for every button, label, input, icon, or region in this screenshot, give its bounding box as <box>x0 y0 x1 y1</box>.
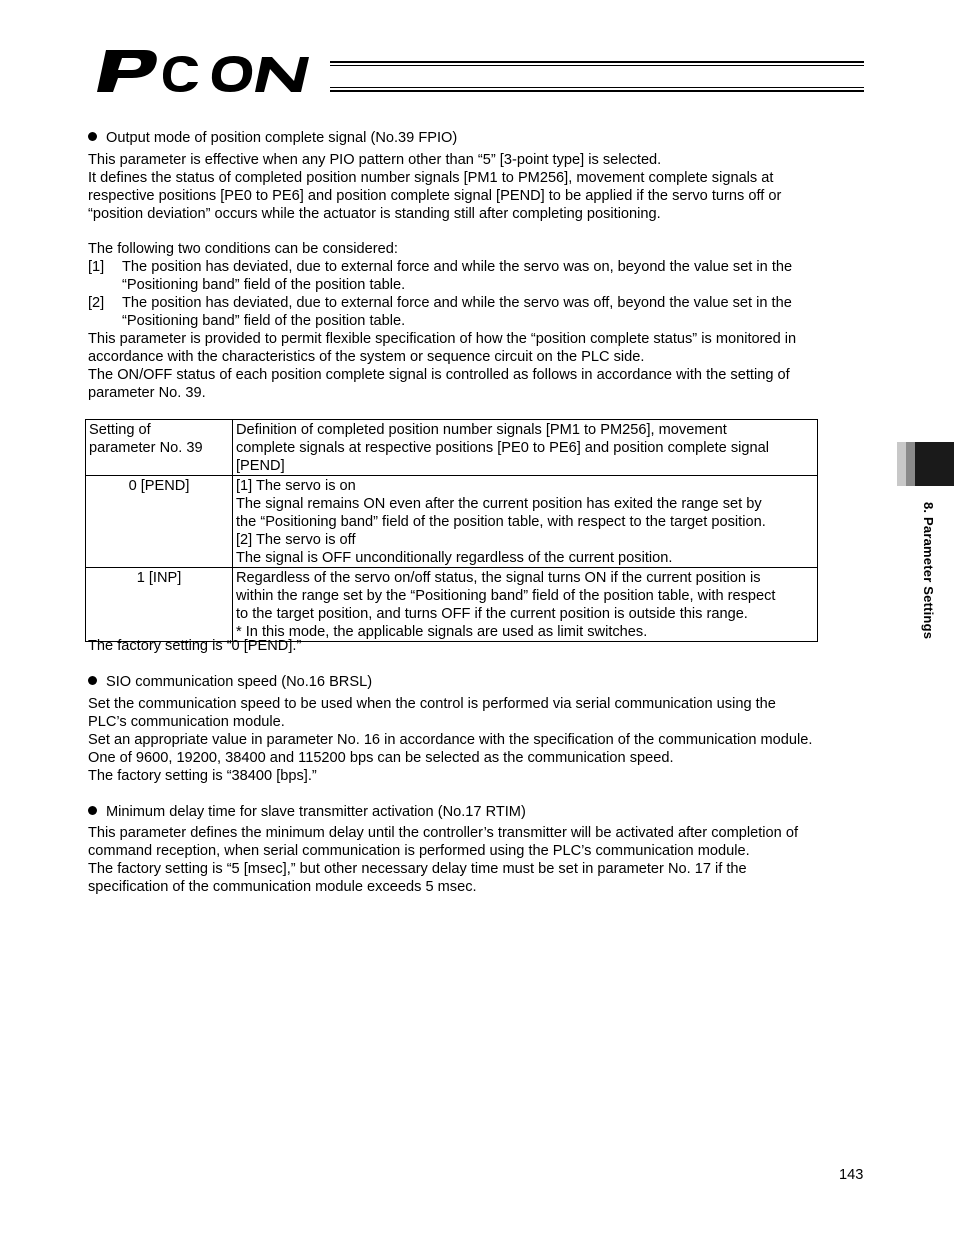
text-line: “Positioning band” field of the position table. <box>122 277 406 293</box>
cell-line: complete signals at respective positions [PE0 to PE6] and position complete signal <box>236 440 769 456</box>
table-setting-cell: 0 [PEND] <box>86 476 233 568</box>
text-line: One of 9600, 19200, 38400 and 115200 bps can be selected as the communication speed. <box>88 750 674 766</box>
bullet-icon <box>88 132 97 141</box>
table-row <box>86 476 818 568</box>
brsl-paragraph <box>88 695 812 785</box>
pcon-logo <box>94 44 332 96</box>
text-line: The factory setting is “38400 [bps].” <box>88 768 317 784</box>
pcon-logo-graphic <box>94 44 332 96</box>
text-line: respective positions [PE0 to PE6] and position complete signal [PEND] to be applied if the servo turns off or <box>88 188 782 204</box>
cell-line: parameter No. 39 <box>89 440 203 456</box>
condition-number: [2] <box>88 295 105 311</box>
table-setting-cell: 1 [INP] <box>86 568 233 642</box>
section-heading-fpio <box>88 129 457 147</box>
text-line: This parameter is effective when any PIO pattern other than “5” [3-point type] is selected. <box>88 152 662 168</box>
text-line: Set the communication speed to be used when the control is performed via serial communication using the <box>88 696 776 712</box>
cell-line: [PEND] <box>236 458 285 474</box>
table-definition-cell <box>233 476 818 568</box>
cell-line: Definition of completed position number signals [PM1 to PM256], movement <box>236 422 727 438</box>
text-line: “Positioning band” field of the position table. <box>122 313 406 329</box>
heading-text: Output mode of position complete signal (No.39 FPIO) <box>106 130 458 146</box>
text-line: The factory setting is “5 [msec],” but other necessary delay time must be set in parameter No. 17 if the <box>88 861 747 877</box>
section-heading-rtim <box>88 803 526 821</box>
cell-line: The signal is OFF unconditionally regardless of the current position. <box>236 550 673 566</box>
chapter-tab <box>897 442 954 486</box>
fpio-paragraph-1 <box>88 151 781 223</box>
text-line: The factory setting is “0 [PEND].” <box>88 638 302 654</box>
bullet-icon <box>88 676 97 685</box>
text-line: The position has deviated, due to external force and while the servo was on, beyond the value set in the <box>122 259 793 275</box>
header-rule <box>330 65 864 66</box>
cell-line: [1] The servo is on <box>236 478 356 494</box>
text-line: “position deviation” occurs while the actuator is standing still after completing positioning. <box>88 206 661 222</box>
text-line: Set an appropriate value in parameter No. 16 in accordance with the specification of the communication module. <box>88 732 813 748</box>
fpio-paragraph-2 <box>88 330 796 402</box>
text-line: This parameter defines the minimum delay until the controller’s transmitter will be activated after completion of <box>88 825 799 841</box>
cell-line: Setting of <box>89 422 151 438</box>
table-definition-cell <box>233 568 818 642</box>
table-header-cell <box>86 420 233 476</box>
header-rule <box>330 87 864 88</box>
header-rule <box>330 61 864 63</box>
fpio-factory-setting <box>88 637 301 655</box>
table-header-cell <box>233 420 818 476</box>
chapter-label: 8. Parameter Settings <box>921 502 936 640</box>
cell-line: to the target position, and turns OFF if the current position is outside this range. <box>236 606 748 622</box>
text-line: command reception, when serial communication is performed using the PLC’s communication module. <box>88 843 750 859</box>
cell-line: * In this mode, the applicable signals are used as limit switches. <box>236 624 648 640</box>
text-line: accordance with the characteristics of the system or sequence circuit on the PLC side. <box>88 349 645 365</box>
cell-line: [2] The servo is off <box>236 532 356 548</box>
text-line: specification of the communication module exceeds 5 msec. <box>88 879 477 895</box>
table-header-row <box>86 420 818 476</box>
section-heading-brsl <box>88 673 372 691</box>
bullet-icon <box>88 806 97 815</box>
text-line: The ON/OFF status of each position complete signal is controlled as follows in accordance with the setting of <box>88 367 790 383</box>
text-line: The following two conditions can be considered: <box>88 241 398 257</box>
text-line: It defines the status of completed position number signals [PM1 to PM256], movement complete signals at <box>88 170 774 186</box>
cell-line: The signal remains ON even after the current position has exited the range set by <box>236 496 762 512</box>
cell-line: within the range set by the “Positioning band” field of the position table, with respect <box>236 588 776 604</box>
text-line: The position has deviated, due to external force and while the servo was off, beyond the value set in the <box>122 295 792 311</box>
heading-text: Minimum delay time for slave transmitter activation (No.17 RTIM) <box>106 804 526 820</box>
rtim-paragraph <box>88 824 798 896</box>
text-line: PLC’s communication module. <box>88 714 285 730</box>
text-line: This parameter is provided to permit flexible specification of how the “position complete status” is monitored in <box>88 331 797 347</box>
table-row <box>86 568 818 642</box>
page-number: 143 <box>839 1167 864 1183</box>
text-line: parameter No. 39. <box>88 385 206 401</box>
heading-text: SIO communication speed (No.16 BRSL) <box>106 674 373 690</box>
parameter-39-table <box>85 419 818 642</box>
header-rule <box>330 90 864 92</box>
condition-number: [1] <box>88 259 105 275</box>
cell-line: Regardless of the servo on/off status, the signal turns ON if the current position is <box>236 570 761 586</box>
cell-line: the “Positioning band” field of the position table, with respect to the target position. <box>236 514 766 530</box>
conditions-intro <box>88 240 398 258</box>
